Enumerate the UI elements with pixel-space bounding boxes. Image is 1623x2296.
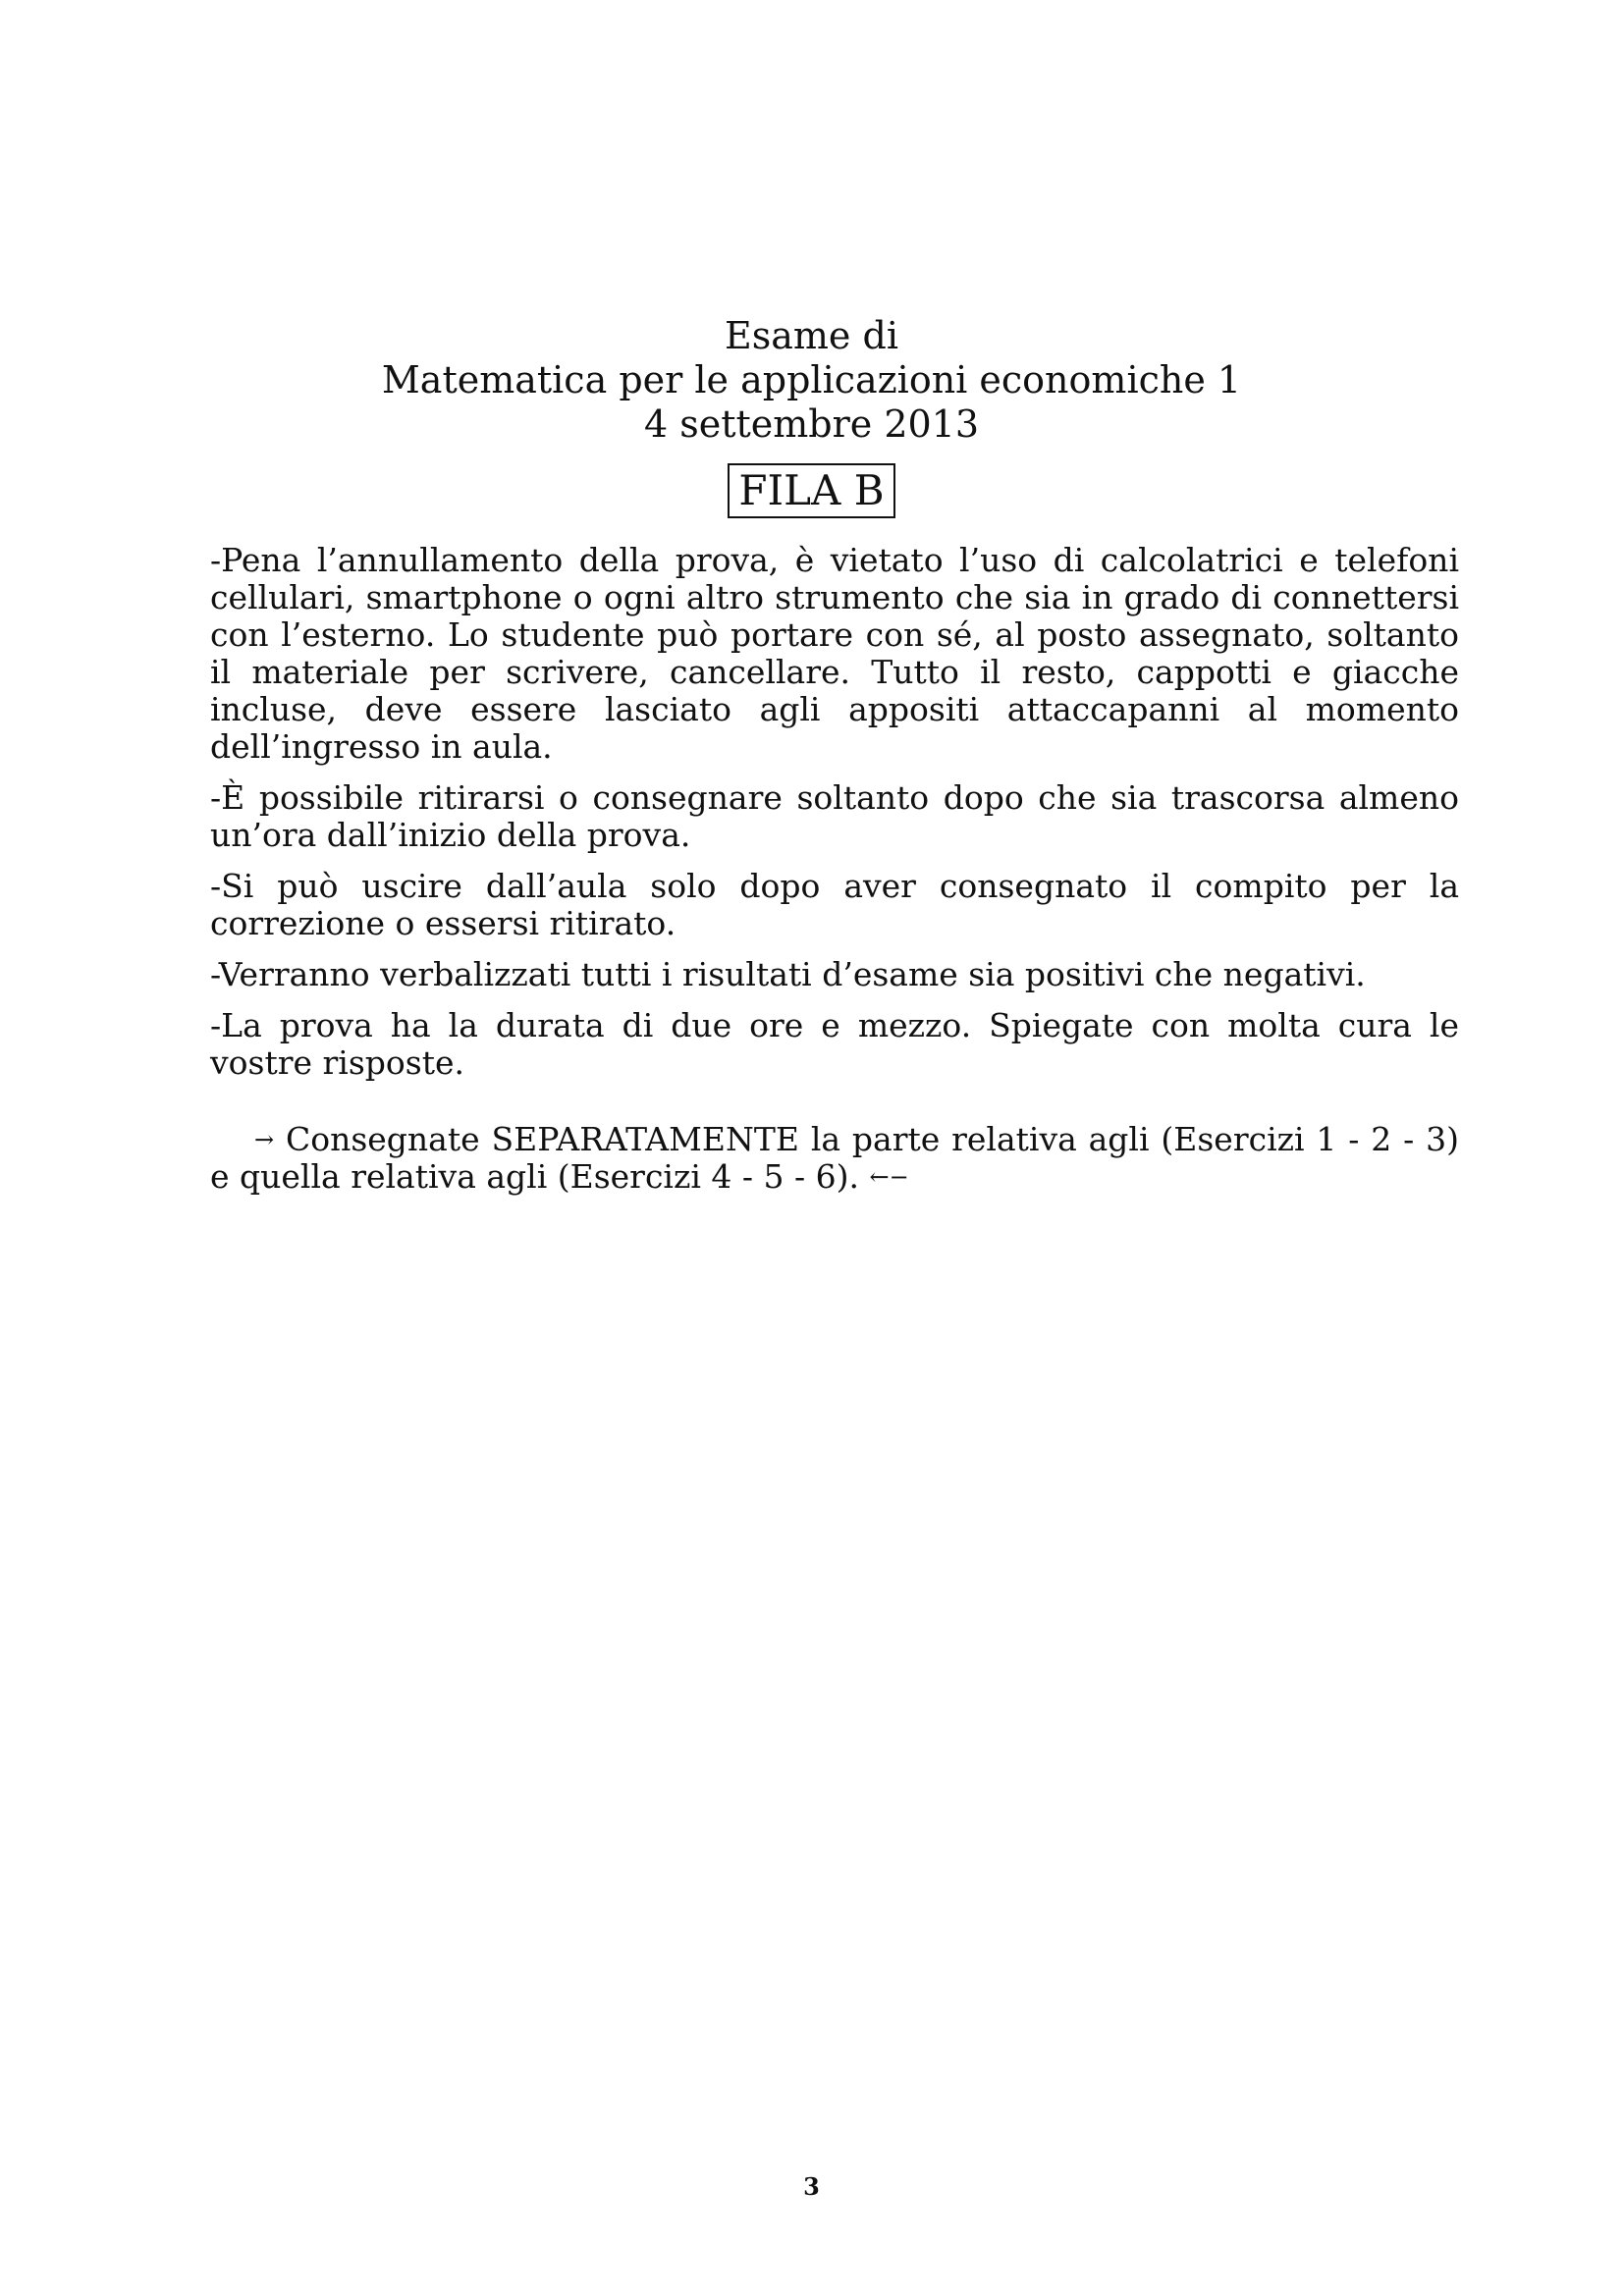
submission-note — [210, 1121, 1459, 1196]
exam-date: 4 settembre 2013 — [643, 402, 980, 446]
exam-title-line: Esame di — [725, 314, 898, 357]
fila-label: FILA B — [728, 463, 894, 518]
rule-paragraph: -La prova ha la durata di due ore e mezzo. Spiegate con molta cura le vostre risposte. — [210, 1006, 1459, 1082]
exam-header — [0, 314, 1623, 447]
exam-instructions — [210, 542, 1459, 1228]
rule-paragraph: -Pena l’annullamento della prova, è vietato l’uso di calcolatrici e telefoni cellulari, smartphone o ogni altro strumento che sia in grado di connettersi con l’esterno. Lo studente può portare con sé, al posto assegnato, soltanto il materiale per scrivere, cancellare. Tutto il resto, cappotti e giacche incluse, deve essere lasciato agli appositi attaccapanni al momento dell’ingresso in aula. — [210, 541, 1459, 766]
submission-note-text: Consegnate SEPARATAMENTE la parte relativa agli (Esercizi 1 - 2 - 3) e quella relativa agli (Esercizi 4 - 5 - 6). — [210, 1120, 1459, 1196]
left-arrow-icon: ←− — [869, 1163, 909, 1191]
rule-paragraph: -Verranno verbalizzati tutti i risultati d’esame sia positivi che negativi. — [210, 955, 1366, 993]
course-title: Matematica per le applicazioni economiche 1 — [381, 358, 1242, 401]
rule-paragraph: -È possibile ritirarsi o consegnare soltanto dopo che sia trascorsa almeno un’ora dall’inizio della prova. — [210, 778, 1459, 854]
rule-paragraph: -Si può uscire dall’aula solo dopo aver consegnato il compito per la correzione o essersi ritirato. — [210, 867, 1459, 942]
right-arrow-icon: → — [254, 1126, 275, 1153]
page-number: 3 — [803, 2172, 820, 2201]
fila-container — [0, 463, 1623, 518]
